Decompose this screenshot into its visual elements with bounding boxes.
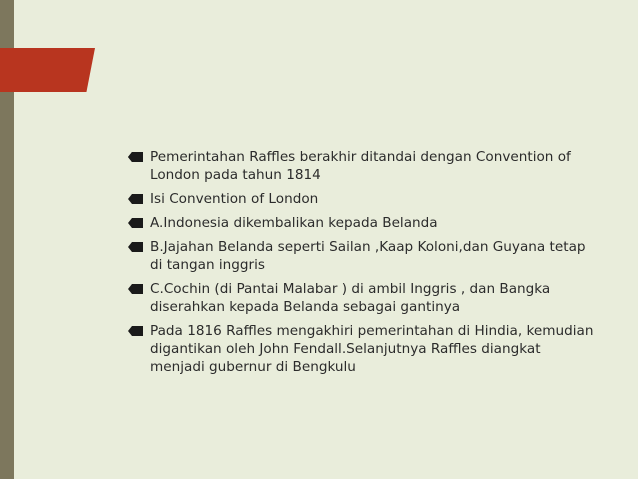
pencil-icon <box>128 241 143 253</box>
bullet-item <box>128 238 598 274</box>
bullet-text: Isi Convention of London <box>150 191 319 207</box>
bullet-text: B.Jajahan Belanda seperti Sailan ,Kaap Koloni,dan Guyana tetap di tangan inggris <box>150 239 586 273</box>
bullet-item <box>128 214 598 232</box>
bullet-text: Pada 1816 Raffles mengakhiri pemerintahan di Hindia, kemudian digantikan oleh John Fendall.Selanjutnya Raffles diangkat menjadi gubernur di Bengkulu <box>150 323 594 375</box>
pencil-icon <box>128 151 143 163</box>
pencil-icon <box>128 325 143 337</box>
pencil-icon <box>128 283 143 295</box>
bullet-item <box>128 280 598 316</box>
bullet-text: A.Indonesia dikembalikan kepada Belanda <box>150 215 438 231</box>
pencil-icon <box>128 193 143 205</box>
pencil-icon <box>128 217 143 229</box>
bullet-item <box>128 322 598 376</box>
bullet-item <box>128 190 598 208</box>
bullet-text: Pemerintahan Raffles berakhir ditandai dengan Convention of London pada tahun 1814 <box>150 149 571 183</box>
bullet-list <box>128 148 598 382</box>
accent-flag <box>0 48 95 92</box>
bullet-item <box>128 148 598 184</box>
bullet-text: C.Cochin (di Pantai Malabar ) di ambil Inggris , dan Bangka diserahkan kepada Belanda sebagai gantinya <box>150 281 551 315</box>
